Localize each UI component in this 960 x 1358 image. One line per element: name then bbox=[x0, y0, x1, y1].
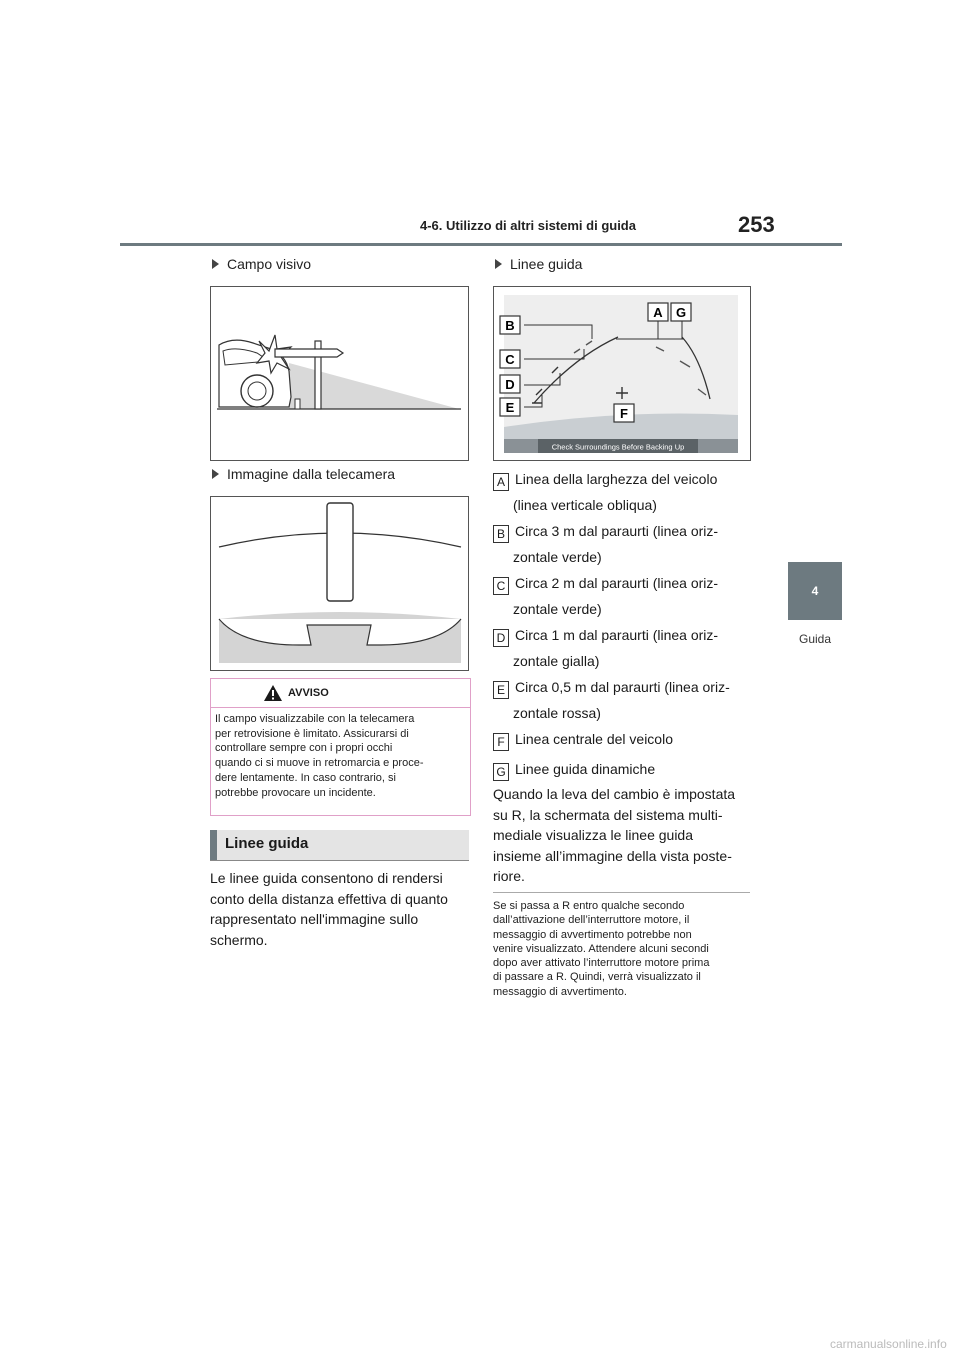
bar-obstacle-icon bbox=[275, 349, 343, 357]
header-divider bbox=[120, 243, 842, 246]
legend-item-b bbox=[493, 518, 753, 570]
legend-text-cont: zontale gialla) bbox=[513, 653, 600, 669]
camera-image-illustration bbox=[211, 497, 468, 670]
section-title: 4-6. Utilizzo di altri sistemi di guida bbox=[420, 218, 636, 233]
warning-title: AVVISO bbox=[288, 687, 329, 699]
paragraph-line: Quando la leva del cambio è impostata bbox=[493, 786, 736, 802]
page-number: 253 bbox=[738, 212, 775, 237]
legend-item-d bbox=[493, 622, 753, 674]
warning-line: Il campo visualizzabile con la telecamera bbox=[215, 713, 415, 725]
warning-text bbox=[215, 712, 467, 800]
legend-key: C bbox=[493, 577, 509, 595]
warning-line: quando ci si muove in retromarcia e proce- bbox=[215, 757, 424, 770]
callout-e-label: E bbox=[505, 400, 515, 415]
legend-item-g bbox=[493, 756, 753, 782]
triangle-bullet-icon bbox=[212, 469, 219, 479]
paragraph-line: conto della distanza effettiva di quanto bbox=[210, 890, 448, 907]
bullet-label: Linee guida bbox=[510, 256, 583, 272]
pole-in-image-icon bbox=[327, 503, 353, 601]
warning-banner-text: Check Surroundings Before Backing Up bbox=[551, 442, 685, 452]
note-divider bbox=[493, 892, 750, 893]
chapter-tab: 4 bbox=[788, 562, 842, 620]
note-line: messaggio di avvertimento. bbox=[493, 985, 627, 998]
chapter-label: Guida bbox=[798, 632, 832, 646]
note-line: messaggio di avvertimento potrebbe non bbox=[493, 928, 692, 941]
warning-box bbox=[210, 678, 471, 816]
section-heading-rule bbox=[210, 860, 469, 861]
callout-a-label: A bbox=[653, 305, 663, 320]
legend-text: Circa 3 m dal paraurti (linea oriz- bbox=[515, 523, 719, 539]
callout-d-label: D bbox=[505, 377, 515, 392]
legend-text: Circa 1 m dal paraurti (linea oriz- bbox=[515, 627, 719, 643]
triangle-bullet-icon bbox=[212, 259, 219, 269]
note-line: dall’attivazione dell’interruttore motore, il bbox=[493, 914, 690, 927]
paragraph-line: Le linee guida consentono di rendersi bbox=[210, 870, 443, 886]
warning-line: per retrovisione è limitato. Assicurarsi di bbox=[215, 727, 409, 740]
legend-text: Linea della larghezza del veicolo bbox=[515, 471, 718, 487]
warning-header bbox=[211, 679, 470, 708]
legend-text: Linee guida dinamiche bbox=[515, 761, 656, 777]
legend-text: Circa 2 m dal paraurti (linea oriz- bbox=[515, 575, 719, 591]
paragraph-line: mediale visualizza le linee guida bbox=[493, 827, 694, 843]
paragraph-line: rappresentato nell'immagine sullo bbox=[210, 911, 419, 927]
note-line: venire visualizzato. Attendere alcuni secondi bbox=[493, 942, 709, 955]
legend-key: B bbox=[493, 525, 509, 543]
paragraph-line: schermo. bbox=[210, 931, 268, 948]
callout-g-label: G bbox=[675, 305, 687, 320]
triangle-bullet-icon bbox=[495, 259, 502, 269]
legend-item-f bbox=[493, 726, 753, 752]
legend-key: A bbox=[493, 473, 509, 491]
legend-text-cont: zontale rossa) bbox=[513, 705, 601, 721]
footer-watermark: carmanualsonline.info bbox=[830, 1337, 947, 1351]
note-line: dopo aver attivato l’interruttore motore prima bbox=[493, 957, 710, 970]
bullet-linee-guida bbox=[495, 256, 582, 272]
legend-text: Linea centrale del veicolo bbox=[515, 731, 673, 747]
guidelines-intro-paragraph bbox=[210, 868, 472, 950]
bullet-campo-visivo bbox=[212, 256, 311, 272]
note-line: Se si passa a R entro qualche secondo bbox=[493, 900, 685, 912]
legend-item-c bbox=[493, 570, 753, 622]
warning-line: potrebbe provocare un incidente. bbox=[215, 786, 376, 799]
guidelines-screen-illustration bbox=[494, 287, 750, 460]
legend-key: F bbox=[493, 733, 509, 751]
legend-key: D bbox=[493, 629, 509, 647]
bullet-label: Campo visivo bbox=[227, 256, 312, 272]
shift-lever-paragraph bbox=[493, 784, 755, 887]
legend-text: Circa 0,5 m dal paraurti (linea oriz- bbox=[515, 679, 730, 695]
bullet-immagine-telecamera bbox=[212, 466, 395, 482]
callout-b-label: B bbox=[505, 318, 515, 333]
note-text bbox=[493, 899, 753, 999]
bullet-label: Immagine dalla telecamera bbox=[227, 466, 396, 482]
paragraph-line: su R, la schermata del sistema multi- bbox=[493, 806, 723, 823]
legend-key: E bbox=[493, 681, 509, 699]
paragraph-line: riore. bbox=[493, 868, 525, 884]
callout-c-label: C bbox=[505, 352, 515, 367]
legend-text-cont: (linea verticale obliqua) bbox=[513, 497, 657, 513]
figure-guidelines-screen bbox=[493, 286, 751, 461]
warning-triangle-icon bbox=[263, 684, 283, 702]
warning-line: controllare sempre con i propri occhi bbox=[215, 742, 393, 755]
legend-key: G bbox=[493, 763, 509, 781]
legend-item-a bbox=[493, 466, 753, 518]
paragraph-line: insieme all’immagine della vista poste- bbox=[493, 847, 732, 864]
field-of-view-illustration bbox=[211, 287, 468, 460]
legend-item-e bbox=[493, 674, 753, 726]
legend-text-cont: zontale verde) bbox=[513, 601, 602, 617]
section-heading: Linee guida bbox=[225, 835, 309, 852]
note-line: di passare a R. Quindi, verrà visualizzato il bbox=[493, 971, 701, 984]
figure-field-of-view bbox=[210, 286, 469, 461]
section-heading-bar bbox=[210, 830, 469, 860]
figure-camera-image bbox=[210, 496, 469, 671]
warning-line: dere lentamente. In caso contrario, si bbox=[215, 771, 396, 784]
callout-f-label: F bbox=[620, 406, 628, 421]
wheel-icon bbox=[241, 375, 273, 407]
legend-text-cont: zontale verde) bbox=[513, 549, 602, 565]
